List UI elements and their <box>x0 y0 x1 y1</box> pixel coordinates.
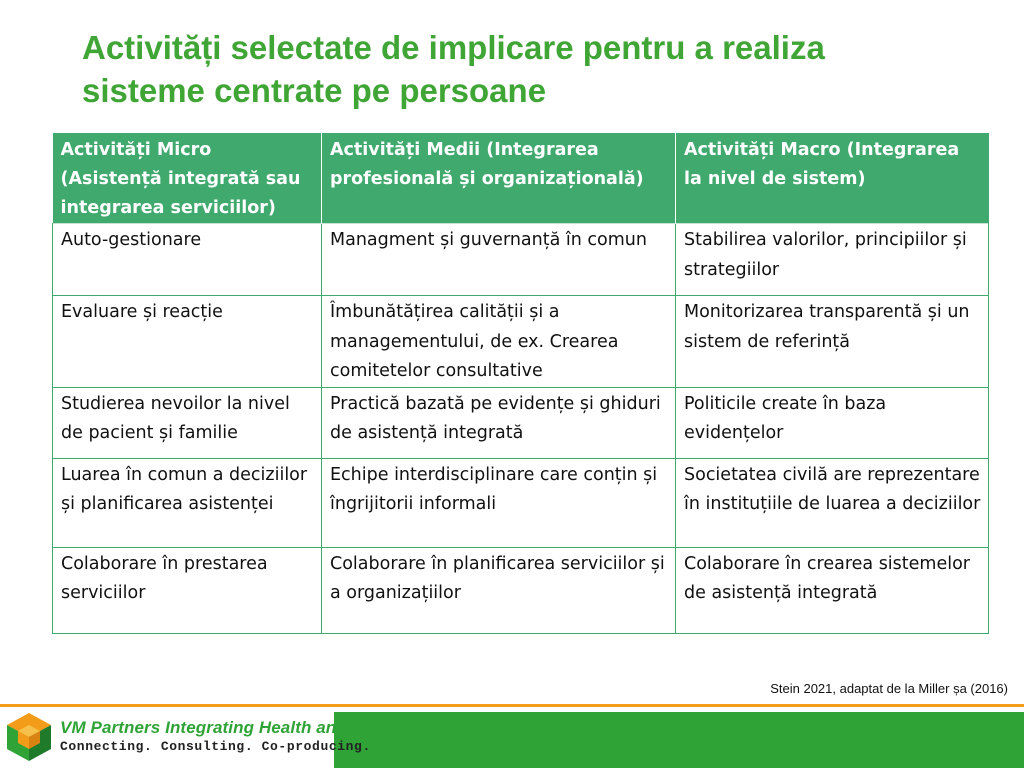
table-cell: Auto-gestionare <box>53 224 322 296</box>
table-cell: Colaborare în planificarea serviciilor și a organizațiilor <box>322 547 676 633</box>
table-cell: Luarea în comun a deciziilor și planificarea asistenței <box>53 458 322 547</box>
table-cell: Evaluare și reacție <box>53 296 322 388</box>
slide-title-line-1: Activități selectate de implicare pentru a realiza <box>82 29 825 66</box>
brand-name: VM Partners Integrating Health and Care <box>60 718 390 737</box>
table-row <box>53 224 989 296</box>
table-cell: Studierea nevoilor la nivel de pacient și familie <box>53 387 322 458</box>
header-micro: Activități Micro (Asistență integrată sau integrarea serviciilor) <box>53 133 322 224</box>
footer-green-band <box>334 712 1024 768</box>
table-row <box>53 387 989 458</box>
table-cell: Monitorizarea transparentă și un sistem de referință <box>676 296 989 388</box>
table-cell: Politicile create în baza evidențelor <box>676 387 989 458</box>
table-cell: Colaborare în prestarea serviciilor <box>53 547 322 633</box>
table-header-row <box>53 133 989 224</box>
table-cell: Îmbunătățirea calității și a managementului, de ex. Crearea comitetelor consultative <box>322 296 676 388</box>
slide-title-line-2: sisteme centrate pe persoane <box>82 72 547 109</box>
table-cell: Stabilirea valorilor, principiilor și strategiilor <box>676 224 989 296</box>
table-cell: Societatea civilă are reprezentare în instituțiile de luarea a deciziilor <box>676 458 989 547</box>
brand-tagline: Connecting. Consulting. Co-producing. <box>60 739 371 754</box>
table-row <box>53 296 989 388</box>
table-row <box>53 458 989 547</box>
header-macro: Activități Macro (Integrarea la nivel de sistem) <box>676 133 989 224</box>
activities-table <box>52 133 989 634</box>
source-citation: Stein 2021, adaptat de la Miller șa (2016) <box>770 681 1008 696</box>
header-medii: Activități Medii (Integrarea profesională și organizațională) <box>322 133 676 224</box>
table-row <box>53 547 989 633</box>
table-cell: Echipe interdisciplinare care conțin și îngrijitorii informali <box>322 458 676 547</box>
slide-title <box>82 26 982 112</box>
table-cell: Colaborare în crearea sistemelor de asistență integrată <box>676 547 989 633</box>
table-cell: Practică bazată pe evidențe și ghiduri de asistență integrată <box>322 387 676 458</box>
table-cell: Managment și guvernanță în comun <box>322 224 676 296</box>
cube-logo-icon <box>4 711 54 763</box>
